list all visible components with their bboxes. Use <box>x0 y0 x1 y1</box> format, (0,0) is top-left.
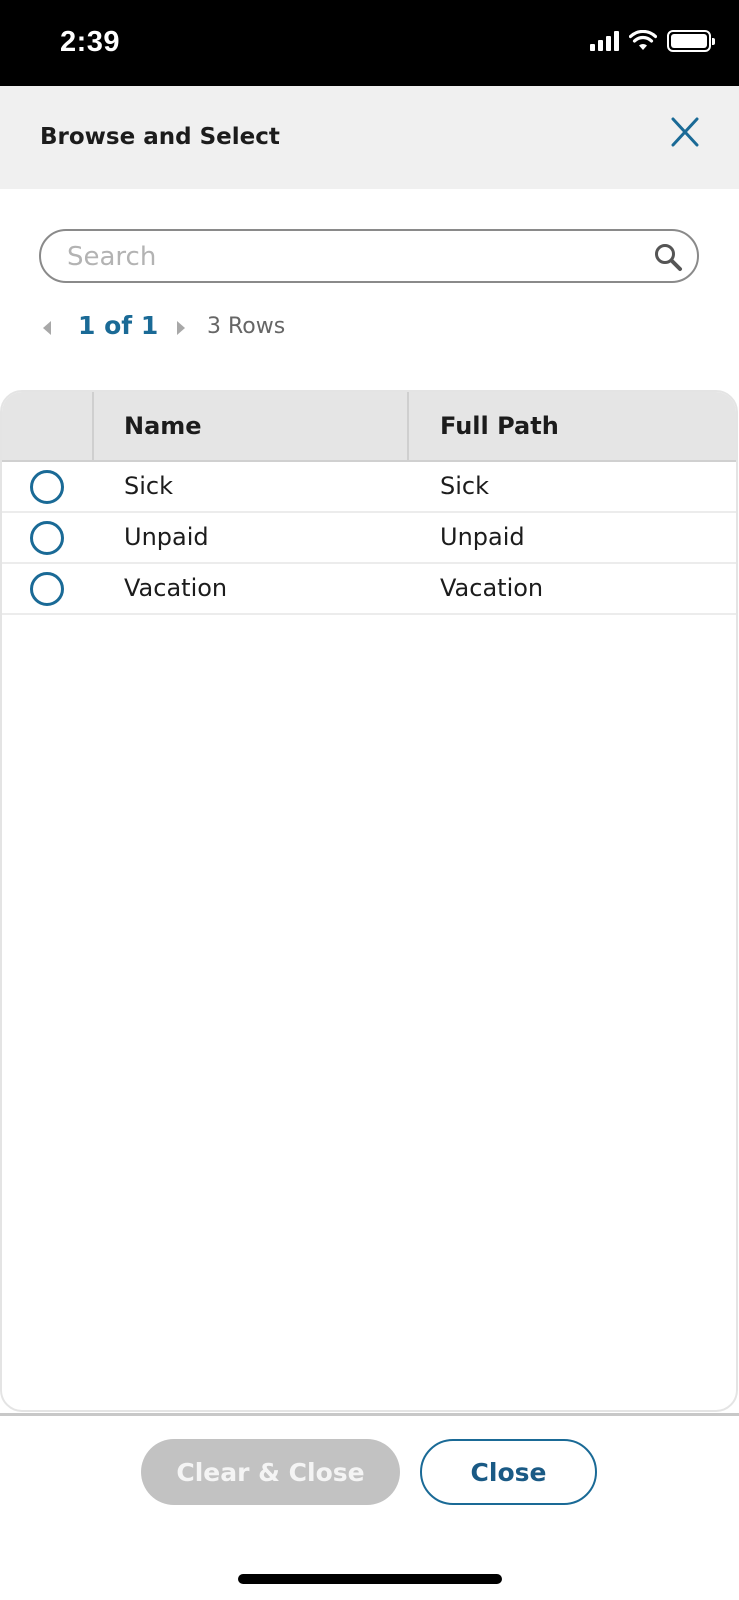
cellular-signal-icon <box>590 31 619 51</box>
column-header-name[interactable]: Name <box>124 412 202 440</box>
row-radio-button[interactable] <box>30 470 64 504</box>
table-row[interactable] <box>2 564 736 615</box>
row-full-path: Unpaid <box>440 523 525 551</box>
results-table <box>0 390 738 1412</box>
table-row[interactable] <box>2 513 736 564</box>
search-icon[interactable] <box>653 242 683 272</box>
column-divider <box>92 392 94 460</box>
status-icons <box>590 30 711 52</box>
column-divider <box>407 392 409 460</box>
table-row[interactable] <box>2 462 736 513</box>
wifi-icon <box>629 30 657 52</box>
battery-icon <box>667 30 711 52</box>
search-input[interactable] <box>67 241 627 273</box>
caret-right-icon[interactable] <box>174 318 188 338</box>
table-header <box>2 392 736 462</box>
row-count-label: 3 Rows <box>207 314 286 339</box>
home-indicator[interactable] <box>238 1574 502 1584</box>
dialog-header <box>0 86 739 189</box>
pager-page-label: 1 of 1 <box>78 311 159 340</box>
row-name: Sick <box>124 472 173 500</box>
pager <box>40 310 440 346</box>
row-radio-button[interactable] <box>30 521 64 555</box>
row-name: Unpaid <box>124 523 209 551</box>
row-radio-button[interactable] <box>30 572 64 606</box>
dialog-title: Browse and Select <box>40 124 280 150</box>
caret-left-icon[interactable] <box>40 318 54 338</box>
search-box <box>39 229 699 283</box>
column-header-full-path[interactable]: Full Path <box>440 412 559 440</box>
status-time: 2:39 <box>60 26 121 58</box>
status-bar <box>0 0 739 86</box>
close-button[interactable]: Close <box>420 1439 597 1505</box>
row-full-path: Vacation <box>440 574 544 602</box>
footer-divider <box>0 1413 739 1416</box>
close-icon[interactable] <box>667 114 703 150</box>
clear-and-close-button[interactable]: Clear & Close <box>141 1439 400 1505</box>
row-name: Vacation <box>124 574 228 602</box>
row-full-path: Sick <box>440 472 489 500</box>
